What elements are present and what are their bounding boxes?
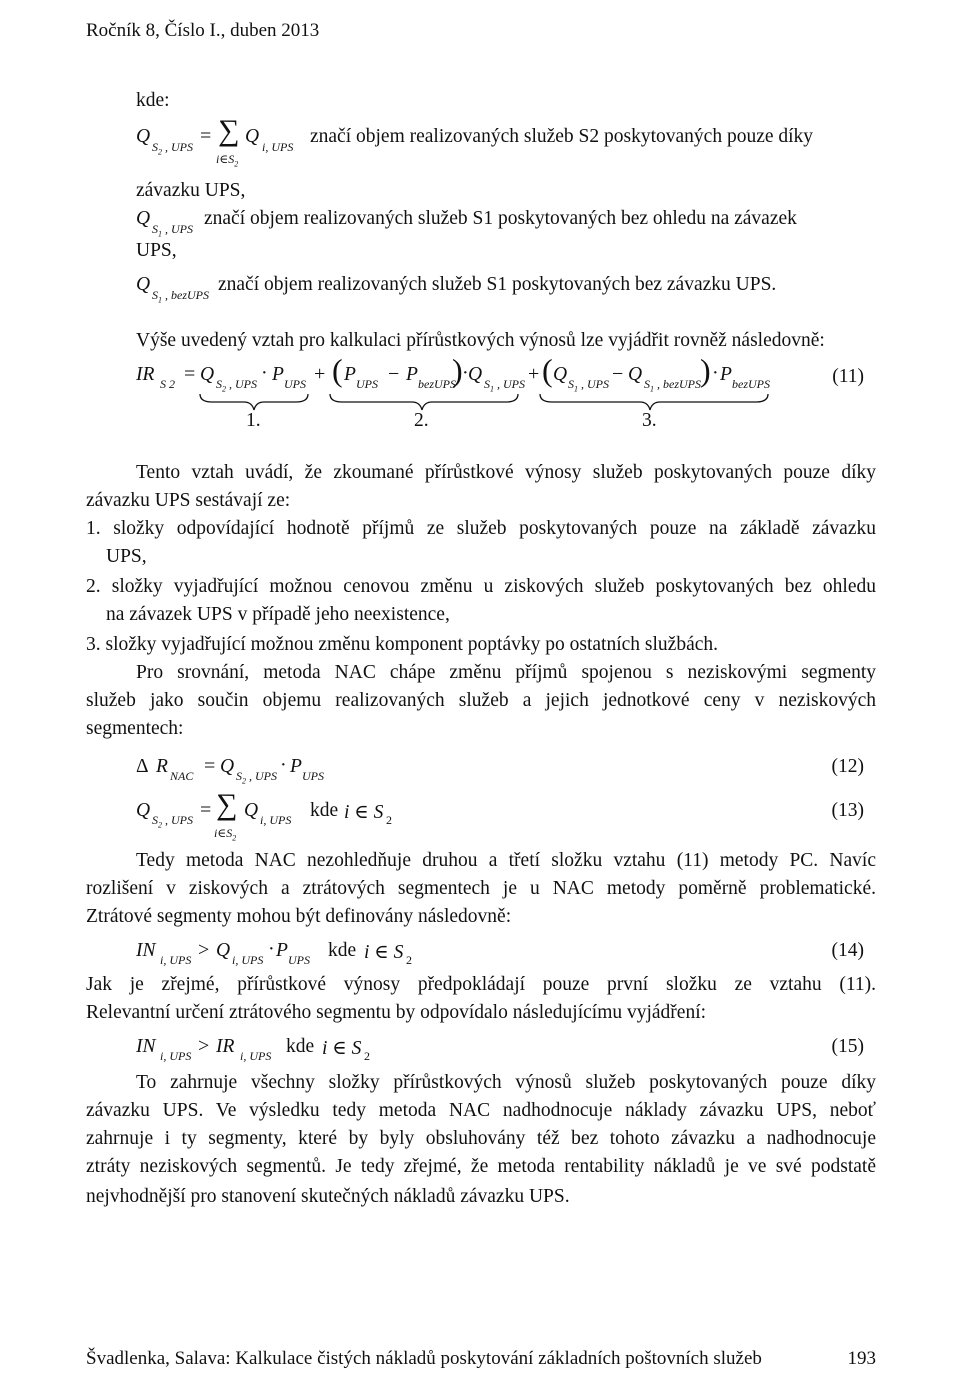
eq15-kde: kde xyxy=(286,1036,315,1057)
eq-number-12: (12) xyxy=(831,756,864,777)
para5-line3: zahrnuje i ty segmenty, které by byly obsluhovány též bez tohoto závazku a nadhodnocuje xyxy=(86,1128,876,1149)
para3-line1: Tedy metoda NAC nezohledňuje druhou a třetí složku vztahu (11) metody PC. Navíc xyxy=(136,850,876,871)
brace-label-1: 1. xyxy=(246,410,261,431)
eq14-kde: kde xyxy=(328,940,357,961)
brace-label-3: 3. xyxy=(642,410,657,431)
para3-line3: Ztrátové segmenty mohou být definovány následovně: xyxy=(86,906,512,927)
para5-line5: nejvhodnější pro stanovení skutečných nákladů závazku UPS. xyxy=(86,1186,570,1207)
def1-cont: závazku UPS, xyxy=(136,180,246,201)
para2-line2: služeb jako součin objemu realizovaných služeb a jejich jednotkové ceny v neziskových xyxy=(86,690,876,711)
item1-line1: 1. složky odpovídající hodnotě příjmů ze služeb poskytovaných pouze na základě závazku xyxy=(86,518,876,539)
item2-line2: na závazek UPS v případě jeho neexistence, xyxy=(106,604,450,625)
para4-line1: Jak je zřejmé, přírůstkové výnosy předpokládají pouze první složku ze vztahu (11). xyxy=(86,974,876,995)
para1-line1: Tento vztah uvádí, že zkoumané přírůstkové výnosy služeb poskytovaných pouze díky xyxy=(136,462,876,483)
eq-number-11: (11) xyxy=(832,366,864,387)
para5-line2: závazku UPS. Ve výsledku tedy metoda NAC nadhodnocuje náklady závazku UPS, neboť xyxy=(86,1100,876,1121)
eq-number-15: (15) xyxy=(831,1036,864,1057)
running-footer: Švadlenka, Salava: Kalkulace čistých nákladů poskytování základních poštovních služeb xyxy=(86,1348,762,1369)
def2-cont: UPS, xyxy=(136,240,177,261)
para1-line2: závazku UPS sestávají ze: xyxy=(86,490,291,511)
brace-label-2: 2. xyxy=(414,410,429,431)
para3-line2: rozlišení v ziskových a ztrátových segmentech je u NAC metody poměrně problematické. xyxy=(86,878,876,899)
eq11-intro: Výše uvedený vztah pro kalkulaci přírůstkových výnosů lze vyjádřit rovněž následovně: xyxy=(136,330,825,351)
para5-line4: ztráty neziskových segmentů. Je tedy zřejmé, že metoda rentability nákladů je ve své podstatě xyxy=(86,1156,876,1177)
item3: 3. složky vyjadřující možnou změnu komponent poptávky po ostatních službách. xyxy=(86,634,718,655)
def1-text: značí objem realizovaných služeb S2 poskytovaných pouze díky xyxy=(310,126,814,147)
para5-line1: To zahrnuje všechny složky přírůstkových výnosů služeb poskytovaných pouze díky xyxy=(136,1072,876,1093)
para2-line1: Pro srovnání, metoda NAC chápe změnu příjmů spojenou s neziskovými segmenty xyxy=(136,662,876,683)
eq13-kde: kde xyxy=(310,800,339,821)
running-header: Ročník 8, Číslo I., duben 2013 xyxy=(86,20,320,41)
item1-line2: UPS, xyxy=(106,546,147,567)
kde-label: kde: xyxy=(136,90,170,111)
page-number: 193 xyxy=(847,1348,876,1369)
item2-line1: 2. složky vyjadřující možnou cenovou změnu u ziskových služeb poskytovaných bez ohledu xyxy=(86,576,876,597)
def2-text: značí objem realizovaných služeb S1 poskytovaných bez ohledu na závazek xyxy=(204,208,797,229)
eq-number-13: (13) xyxy=(831,800,864,821)
def3-text: značí objem realizovaných služeb S1 poskytovaných bez závazku UPS. xyxy=(218,274,777,295)
eq-number-14: (14) xyxy=(831,940,864,961)
para4-line2: Relevantní určení ztrátového segmentu by odpovídalo následujícímu vyjádření: xyxy=(86,1002,707,1023)
para2-line3: segmentech: xyxy=(86,718,184,739)
